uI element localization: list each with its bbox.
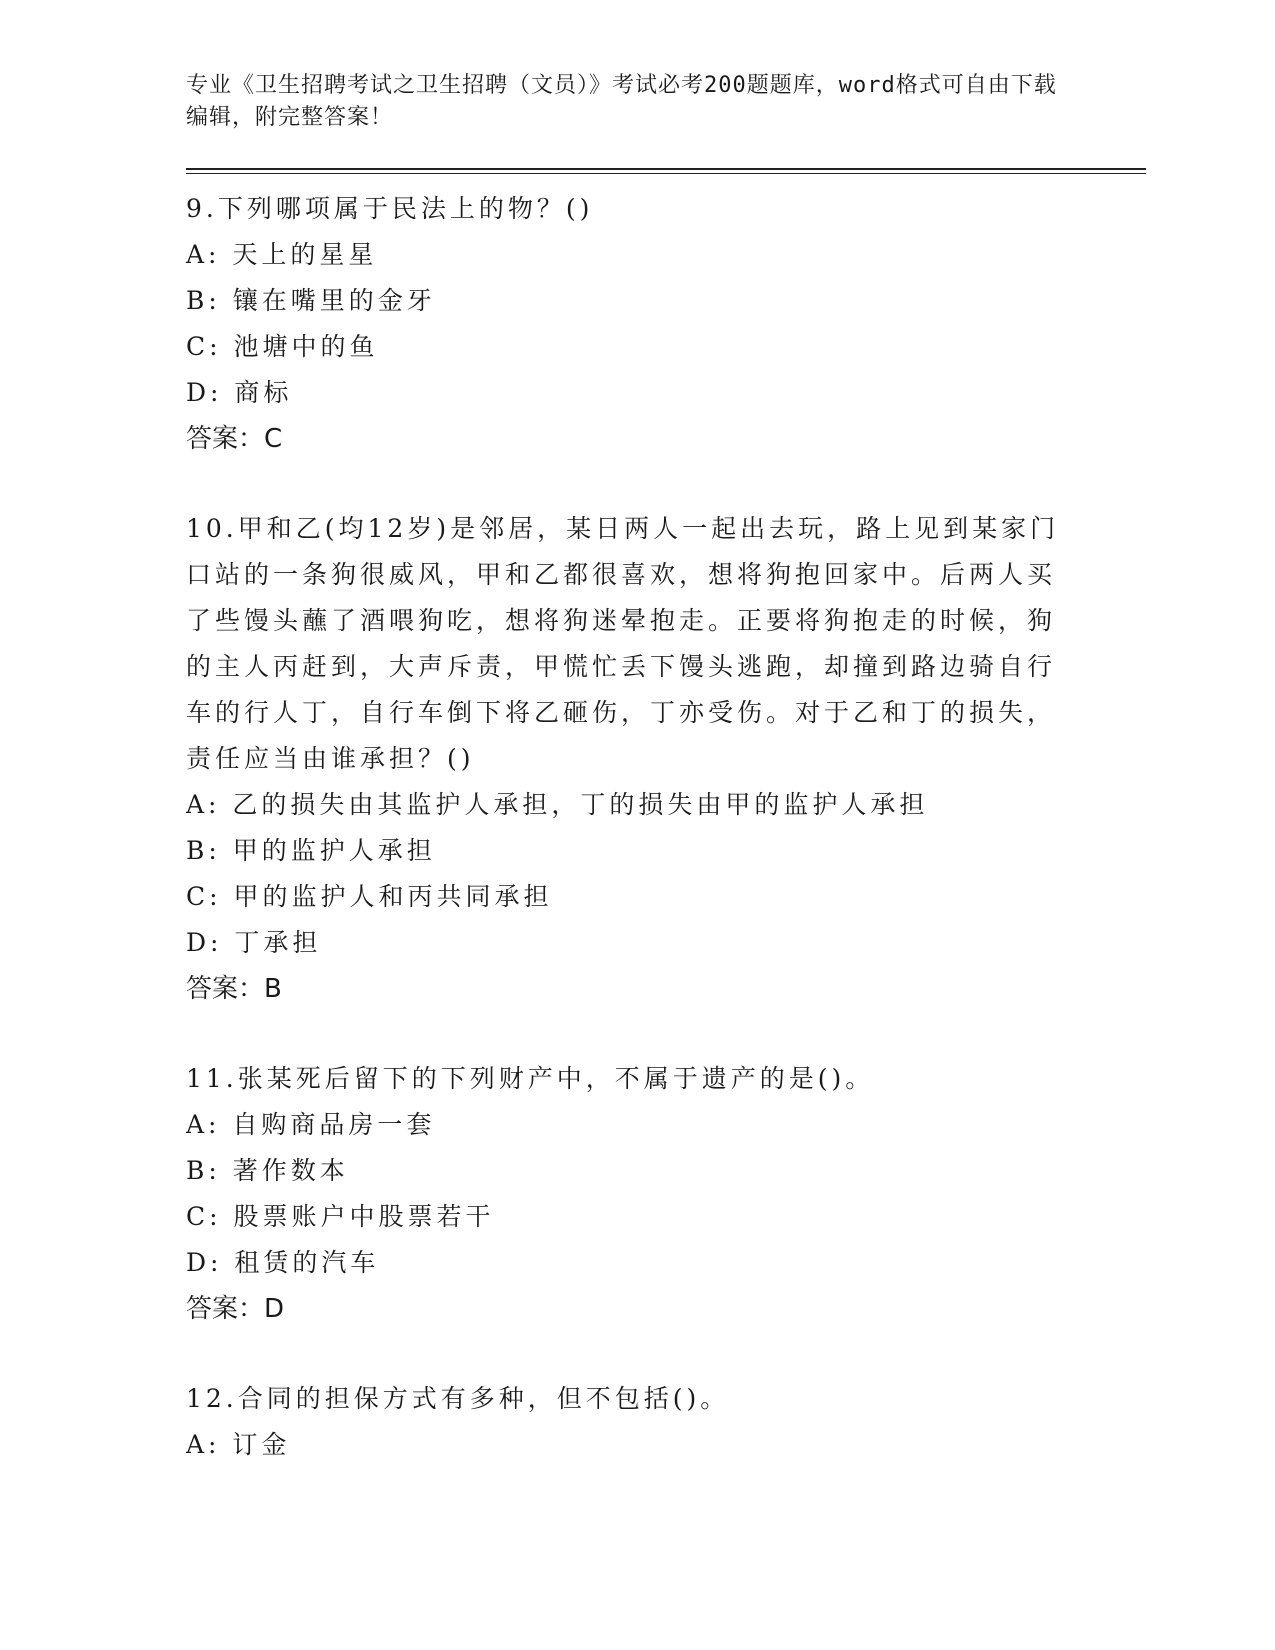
option-b: B: 镶在嘴里的金牙 [186,286,436,315]
option-a: A: 天上的星星 [186,240,378,269]
answer-line: 答案：D [186,1294,285,1324]
option-a: A: 订金 [186,1430,291,1459]
option-c: C: 股票账户中股票若干 [186,1202,495,1231]
question-11 [186,1056,1146,1332]
answer-line: 答案：C [186,424,283,454]
option-b: B: 著作数本 [186,1156,349,1185]
option-c: C: 甲的监护人和丙共同承担 [186,882,553,911]
question-9 [186,186,1146,462]
header-divider [186,168,1146,170]
header-divider-thin [186,173,1146,174]
question-stem: 9.下列哪项属于民法上的物？() [186,194,594,223]
option-b: B: 甲的监护人承担 [186,836,436,865]
question-stem: 11.张某死后留下的下列财产中，不属于遗产的是()。 [186,1064,875,1093]
option-a: A: 自购商品房一套 [186,1110,436,1139]
question-stem: 10.甲和乙(均12岁)是邻居，某日两人一起出去玩，路上见到某家门口站的一条狗很威风，甲和乙都很喜欢，想将狗抱回家中。后两人买了些馒头蘸了酒喂狗吃，想将狗迷晕抱走。正要将狗抱走的时候，狗的主人丙赶到，大声斥责，甲慌忙丢下馒头逃跑，却撞到路边骑自行车的行人丁，自行车倒下将乙砸伤，丁亦受伤。对于乙和丁的损失，责任应当由谁承担？() [186,514,1060,773]
question-list [186,186,1146,1468]
option-a: A: 乙的损失由其监护人承担，丁的损失由甲的监护人承担 [186,790,929,819]
document-page [186,70,1146,1512]
option-d: D: 商标 [186,378,293,407]
option-d: D: 丁承担 [186,928,322,957]
option-c: C: 池塘中的鱼 [186,332,379,361]
answer-line: 答案：B [186,974,282,1004]
question-10 [186,506,1146,1012]
document-header: 专业《卫生招聘考试之卫生招聘（文员）》考试必考200题题库，word格式可自由下载编辑，附完整答案！ [186,73,1057,130]
question-12 [186,1376,1146,1468]
option-d: D: 租赁的汽车 [186,1248,380,1277]
question-stem: 12.合同的担保方式有多种，但不包括()。 [186,1384,730,1413]
